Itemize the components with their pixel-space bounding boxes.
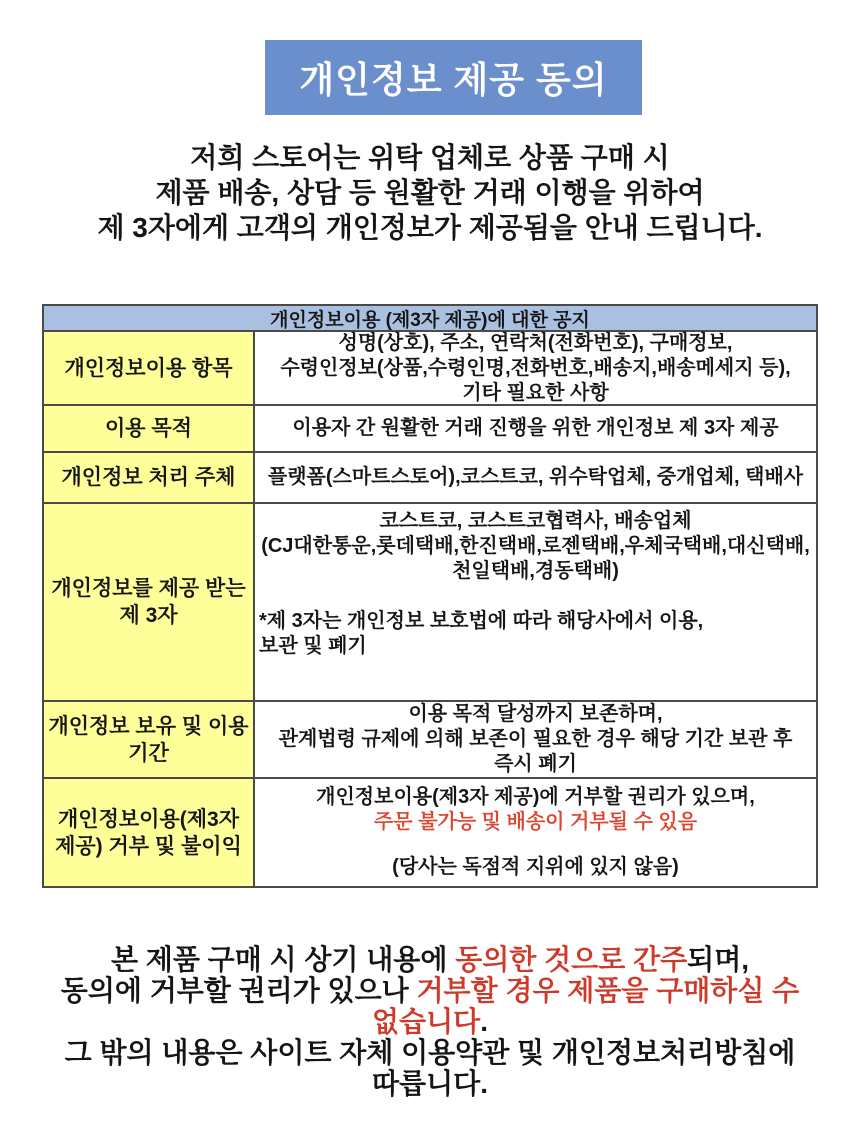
intro-line: 제 3자에게 고객의 개인정보가 제공됨을 안내 드립니다.: [97, 212, 763, 243]
footer-text: 따릅니다.: [372, 1068, 488, 1099]
intro-paragraph: [0, 140, 860, 245]
footer-text: 되며,: [687, 944, 750, 975]
footer-line: [0, 944, 860, 975]
row-value-purpose: [255, 406, 816, 451]
footer-line: [0, 1006, 860, 1037]
row-label-processor: 개인정보 처리 주체: [44, 453, 255, 502]
row-label-purpose: 이용 목적: [44, 406, 255, 451]
row-value-refusal: [255, 779, 816, 886]
table-row: [44, 406, 816, 453]
blank-line: [259, 835, 812, 855]
footer-text-red: 동의한 것으로 간주: [455, 944, 688, 975]
footer-text: 그 밖의 내용은 사이트 자체 이용약관 및 개인정보처리방침에: [64, 1037, 796, 1068]
footer-text: 본 제품 구매 시 상기 내용에: [110, 944, 456, 975]
row-label-refusal: 개인정보이용(제3자 제공) 거부 및 불이익: [44, 779, 255, 886]
blank-line: [259, 584, 812, 609]
value-line: 개인정보이용(제3자 제공)에 거부할 권리가 있으며,: [316, 786, 755, 808]
intro-line: 저희 스토어는 위탁 업체로 상품 구매 시: [190, 142, 670, 173]
value-note: *제 3자는 개인정보 보호법에 따라 해당사에서 이용,: [259, 610, 704, 632]
row-label-retention-period: 개인정보 보유 및 이용 기간: [44, 702, 255, 777]
value-line: 관계법령 규제에 의해 보존이 필요한 경우 해당 기간 보관 후: [278, 728, 793, 750]
footer-text-red: 거부할 경우 제품을 구매하실 수: [416, 975, 800, 1006]
value-line: 수령인정보(상품,수령인명,전화번호,배송지,배송메세지 등),: [280, 356, 791, 379]
intro-line: 제품 배송, 상담 등 원활한 거래 이행을 위하여: [155, 177, 705, 208]
value-note: 보관 및 폐기: [259, 635, 367, 657]
footer-line: [0, 1068, 860, 1099]
value-line: (당사는 독점적 지위에 있지 않음): [392, 856, 679, 878]
value-line: 천일택배,경동택배): [452, 560, 619, 582]
row-value-processor: [255, 453, 816, 502]
value-line: 성명(상호), 주소, 연락처(전화번호), 구매정보,: [338, 331, 733, 354]
value-line: (CJ대한통운,롯데택배,한진택배,로젠택배,우체국택배,대신택배,: [261, 535, 810, 557]
footer-line: [0, 1037, 860, 1068]
table-caption: 개인정보이용 (제3자 제공)에 대한 공지: [44, 306, 816, 332]
table-row: [44, 453, 816, 504]
row-value-usage-items: [255, 332, 816, 404]
row-value-third-party: [255, 504, 816, 700]
consent-table: [42, 304, 818, 888]
value-line: 코스트코, 코스트코협력사, 배송업체: [379, 510, 692, 532]
value-line: 이용 목적 달성까지 보존하며,: [408, 703, 663, 725]
footer-text-red: 없습니다: [372, 1006, 481, 1037]
row-label-usage-items: 개인정보이용 항목: [44, 332, 255, 404]
row-value-retention-period: [255, 702, 816, 777]
table-row: [44, 702, 816, 779]
footer-text: 동의에 거부할 권리가 있으나: [60, 975, 417, 1006]
row-label-third-party: 개인정보를 제공 받는 제 3자: [44, 504, 255, 700]
page-title: 개인정보 제공 동의: [265, 40, 642, 115]
value-line: 이용자 간 원활한 거래 진행을 위한 개인정보 제 3자 제공: [292, 417, 779, 439]
value-line: 즉시 폐기: [494, 753, 577, 775]
table-row: [44, 504, 816, 702]
footer-notice: [0, 944, 860, 1099]
value-line-warning: 주문 불가능 및 배송이 거부될 수 있음: [373, 811, 698, 833]
table-row: [44, 332, 816, 406]
value-line: 기타 필요한 사항: [462, 381, 609, 404]
value-line: 플랫폼(스마트스토어),코스트코, 위수탁업체, 중개업체, 택배사: [267, 466, 804, 488]
table-row: [44, 779, 816, 886]
footer-text: .: [480, 1006, 488, 1037]
footer-line: [0, 975, 860, 1006]
